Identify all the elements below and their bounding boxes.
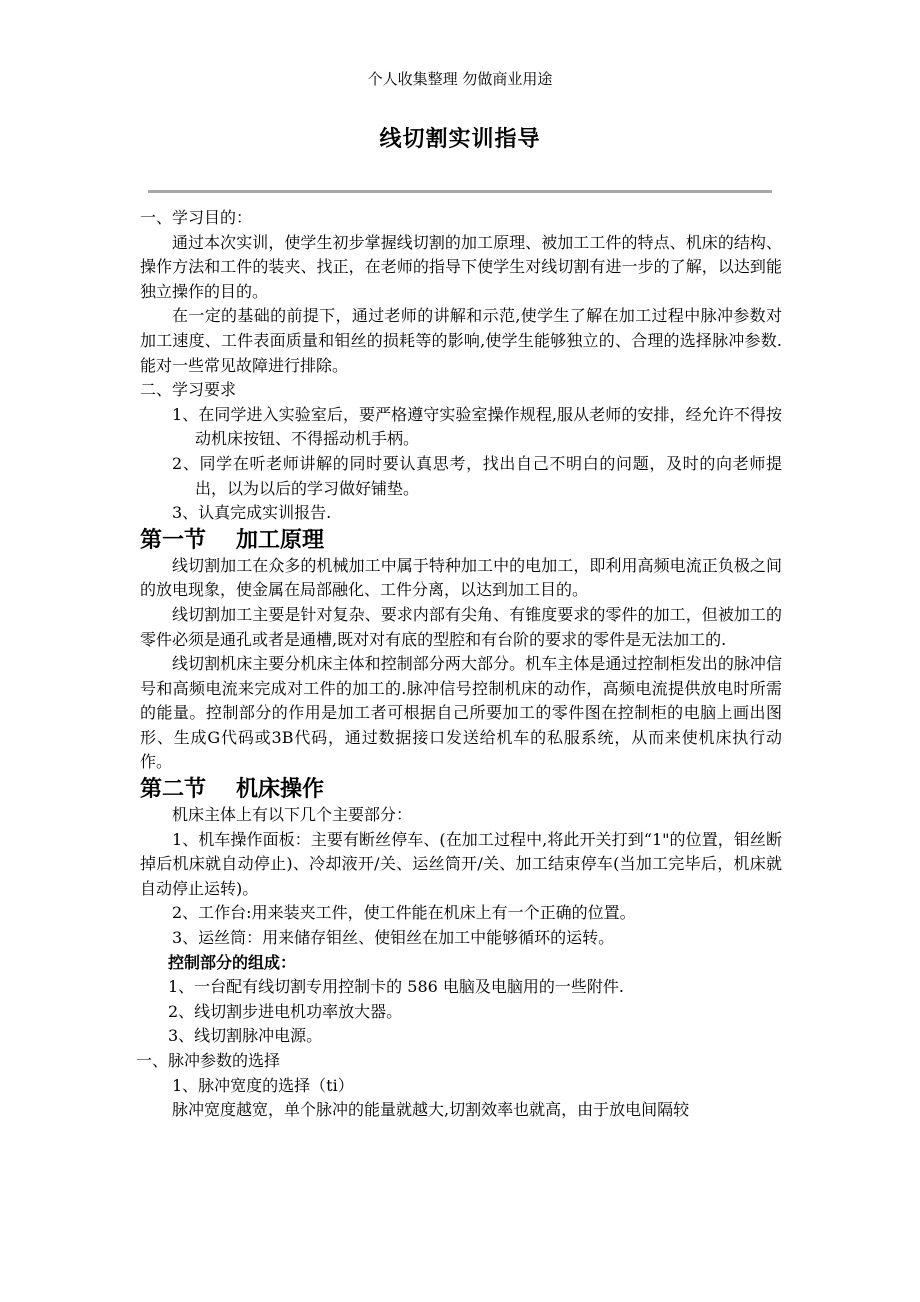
section-number: 第一节 bbox=[140, 526, 207, 553]
document-title: 线切割实训指导 bbox=[379, 126, 541, 152]
paragraph: 线切割加工在众多的机械加工中属于特种加工中的电加工，即利用高频电流正负极之间的放电现象，使金属在局部融化、工件分离，以达到加工目的。 bbox=[140, 555, 782, 600]
list-item: 1、机车操作面板：主要有断丝停车、(在加工过程中,将此开关打到“1"的位置，钼丝断掉后机床就自动停止)、冷却液开/关、运丝筒开/关、加工结束停车(当加工完毕后，机床就自动停止运转)。 bbox=[140, 829, 782, 898]
list-item: 3、认真完成实训报告. bbox=[172, 503, 332, 523]
section-number: 第二节 bbox=[140, 776, 207, 803]
pulse-params-heading: 一、脉冲参数的选择 bbox=[136, 1051, 281, 1070]
list-item: 2、同学在听老师讲解的同时要认真思考，找出自己不明白的问题，及时的向老师提出，以为以后的学习做好铺垫。 bbox=[172, 453, 782, 498]
page-header: 个人收集整理 勿做商业用途 bbox=[367, 70, 553, 88]
paragraph: 脉冲宽度越宽，单个脉冲的能量就越大,切割效率也就高，由于放电间隔较 bbox=[172, 1100, 690, 1120]
list-item: 3、线切割脉冲电源。 bbox=[168, 1026, 323, 1046]
paragraph: 机床主体上有以下几个主要部分： bbox=[172, 805, 413, 825]
list-item: 2、工作台:用来装夹工件，使工件能在机床上有一个正确的位置。 bbox=[172, 903, 636, 923]
section-heading-principle bbox=[140, 526, 782, 554]
control-part-heading: 控制部分的组成： bbox=[168, 952, 297, 972]
list-item: 1、在同学进入实验室后，要严格遵守实验室操作规程,服从老师的安排，经允许不得按动机床按钮、不得摇动机手柄。 bbox=[172, 404, 782, 449]
paragraph: 通过本次实训，使学生初步掌握线切割的加工原理、被加工工件的特点、机床的结构、操作方法和工件的装夹、找正，在老师的指导下使学生对线切割有进一步的了解，以达到能独立操作的目的。 bbox=[140, 232, 782, 301]
paragraph: 线切割加工主要是针对复杂、要求内部有尖角、有锥度要求的零件的加工，但被加工的零件必须是通孔或者是通槽,既对对有底的型腔和有台阶的要求的零件是无法加工的. bbox=[140, 604, 782, 649]
document-body bbox=[136, 206, 782, 1123]
learning-requirements-heading: 二、学习要求 bbox=[140, 380, 237, 400]
paragraph: 线切割机床主要分机床主体和控制部分两大部分。机车主体是通过控制柜发出的脉冲信号和高频电流来完成对工件的加工的.脉冲信号控制机床的动作，高频电流提供放电时所需的能量。控制部分的作用是加工者可根据自己所要加工的零件图在控制柜的电脑上画出图形、生成G代码或3B代码，通过数据接口发送给机车的私服系统，从而来使机床执行动作。 bbox=[140, 654, 782, 772]
section-name: 加工原理 bbox=[236, 526, 325, 553]
list-item: 2、线切割步进电机功率放大器。 bbox=[168, 1001, 403, 1021]
section-heading-operation bbox=[140, 775, 782, 803]
paragraph: 在一定的基础的前提下，通过老师的讲解和示范,使学生了解在加工过程中脉冲参数对加工速度、工件表面质量和钼丝的损耗等的影响,使学生能够独立的、合理的选择脉冲参数.能对一些常见故障进行排除。 bbox=[140, 306, 782, 375]
learning-goals-heading: 一、学习目的： bbox=[140, 208, 253, 227]
list-item: 1、一台配有线切割专用控制卡的 586 电脑及电脑用的一些附件. bbox=[168, 977, 624, 997]
title-divider bbox=[148, 190, 772, 193]
list-item: 3、运丝筒：用来储存钼丝、使钼丝在加工中能够循环的运转。 bbox=[172, 928, 615, 948]
section-name: 机床操作 bbox=[236, 776, 325, 803]
pulse-width-subheading: 1、脉冲宽度的选择（ti） bbox=[172, 1075, 354, 1095]
